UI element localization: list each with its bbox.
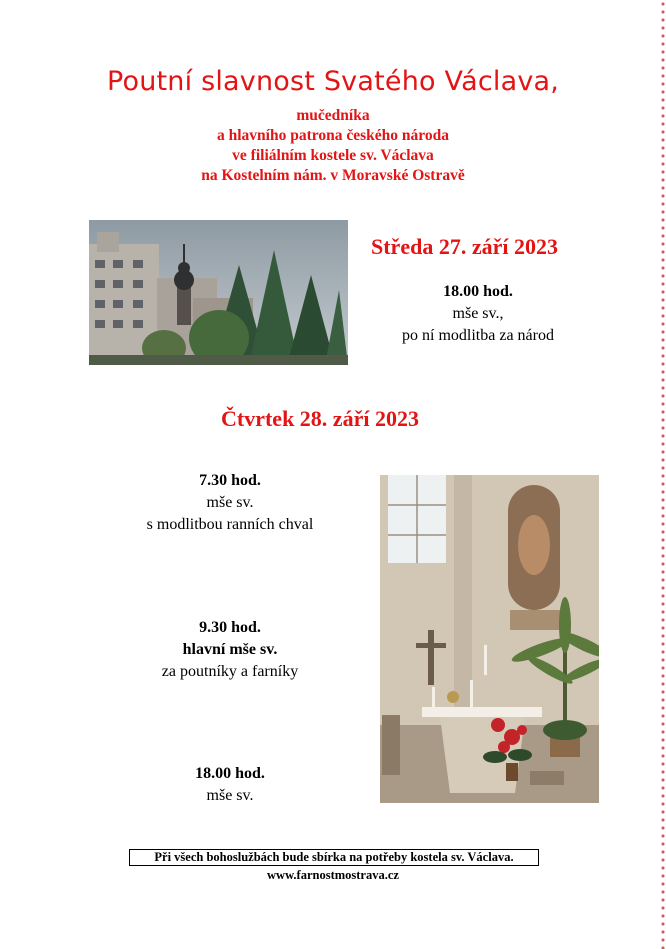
day-title-thursday: Čtvrtek 28. září 2023: [221, 406, 419, 431]
day-title-wednesday: Středa 27. září 2023: [371, 234, 558, 259]
event-line: za poutníky a farníky: [161, 663, 299, 680]
page-subtitle: [0, 106, 666, 186]
subtitle-line: ve filiálním kostele sv. Václava: [232, 147, 434, 164]
event-wednesday-evening: [378, 281, 578, 347]
subtitle-line: a hlavního patrona českého národa: [217, 127, 449, 144]
event-thursday-main-mass: [115, 617, 345, 683]
event-line: s modlitbou ranních chval: [146, 516, 314, 533]
event-time: 18.00 hod.: [195, 765, 265, 782]
event-thursday-morning: [115, 470, 345, 536]
event-thursday-evening: [115, 763, 345, 807]
event-time: 18.00 hod.: [443, 283, 513, 300]
website-link[interactable]: www.farnostmostrava.cz: [267, 868, 399, 882]
church-altar-photo: [380, 475, 599, 803]
event-time: 9.30 hod.: [199, 619, 261, 636]
event-line: po ní modlitba za národ: [402, 327, 554, 344]
event-time: 7.30 hod.: [199, 472, 261, 489]
event-highlight-line: hlavní mše sv.: [182, 641, 278, 658]
event-line: mše sv.,: [452, 305, 504, 322]
church-exterior-photo: [89, 220, 348, 365]
event-line: mše sv.: [206, 494, 254, 511]
subtitle-line: na Kostelním nám. v Moravské Ostravě: [201, 167, 465, 184]
subtitle-line: mučedníka: [296, 107, 370, 124]
collection-note: Při všech bohoslužbách bude sbírka na potřeby kostela sv. Václava.: [129, 849, 539, 866]
page-title: Poutní slavnost Svatého Václava,: [106, 66, 560, 97]
event-line: mše sv.: [206, 787, 254, 804]
